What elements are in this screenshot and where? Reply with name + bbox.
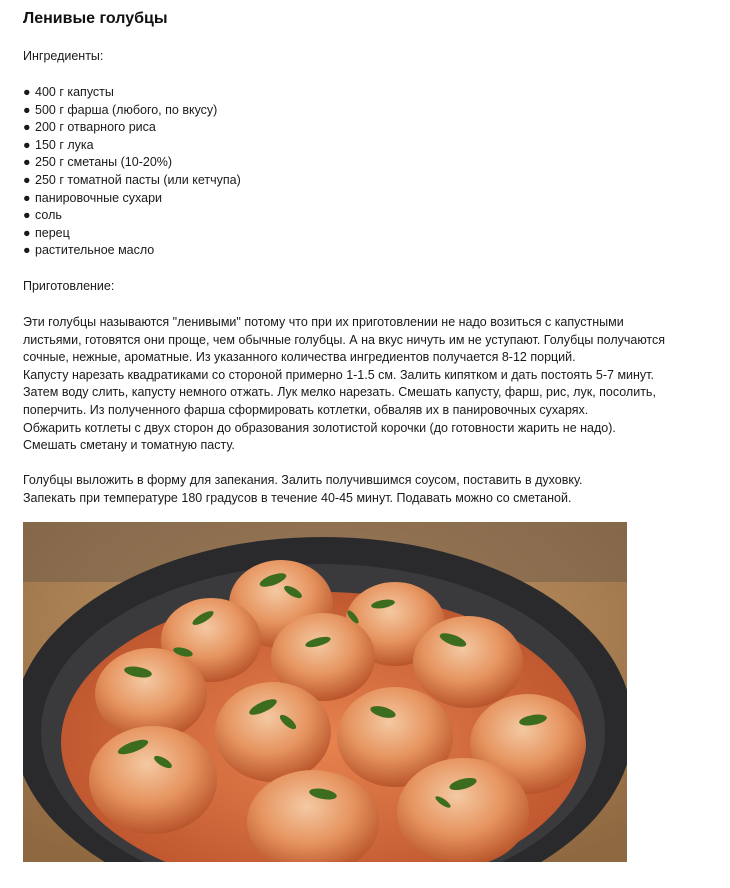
list-item: ● панировочные сухари [23,190,241,208]
paragraph-line: поперчить. Из полученного фарша сформировать котлетки, обваляв их в панировочных сухарях. [23,402,589,417]
bullet-icon: ● [23,85,31,99]
paragraph-line: Эти голубцы называются "ленивыми" потому что при их приготовлении не надо возиться с капустными [23,315,624,329]
bullet-icon: ● [23,172,31,187]
bullet-icon: ● [23,190,31,205]
paragraph-line: Смешать сметану и томатную пасту. [23,438,235,453]
list-item: ● 200 г отварного риса [23,119,241,137]
recipe-page [23,8,723,505]
ingredients-heading: Ингредиенты: [23,49,104,63]
preparation-heading: Приготовление: [23,279,115,293]
ingredients-list [23,84,241,260]
recipe-title: Ленивые голубцы [23,10,168,27]
final-instructions [23,472,582,507]
bullet-icon: ● [23,208,31,223]
list-item: ● 150 г лука [23,137,241,155]
paragraph-line: сочные, нежные, ароматные. Из указанного количества ингредиентов получается 8-12 порций. [23,350,576,365]
bullet-icon: ● [23,155,31,170]
list-item: ● 250 г томатной пасты (или кетчупа) [23,172,241,190]
list-item: ● 500 г фарша (любого, по вкусу) [23,102,241,120]
paragraph-line: Обжарить котлеты с двух сторон до образования золотистой корочки (до готовности жарить не надо). [23,420,616,435]
recipe-photo [23,522,627,862]
paragraph-line: листьями, готовятся они проще, чем обычные голубцы. А на вкус ничуть им не уступают. Голубцы получаются [23,332,666,347]
paragraph-line: Затем воду слить, капусту немного отжать. Лук мелко нарезать. Смешать капусту, фарш, рис, лук, посолить, [23,385,656,400]
bullet-icon: ● [23,243,31,258]
preparation-text [23,314,665,455]
bullet-icon: ● [23,102,31,117]
paragraph-line: Голубцы выложить в форму для запекания. Залить получившимся соусом, поставить в духовку. [23,473,583,487]
bullet-icon: ● [23,137,31,152]
paragraph-line: Запекать при температуре 180 градусов в течение 40-45 минут. Подавать можно со сметаной. [23,490,572,505]
bullet-icon: ● [23,225,31,240]
meatball [413,616,523,708]
list-item: ● 250 г сметаны (10-20%) [23,154,241,172]
bullet-icon: ● [23,120,31,135]
meatball [397,758,529,862]
list-item: ● растительное масло [23,242,241,260]
meatball [215,682,331,782]
paragraph-line: Капусту нарезать квадратиками со стороной примерно 1-1.5 см. Залить кипятком и дать постоять 5-7 минут. [23,367,654,382]
list-item: ● соль [23,207,241,225]
list-item: ● 400 г капусты [23,84,241,102]
list-item: ● перец [23,225,241,243]
meatball [89,726,217,834]
